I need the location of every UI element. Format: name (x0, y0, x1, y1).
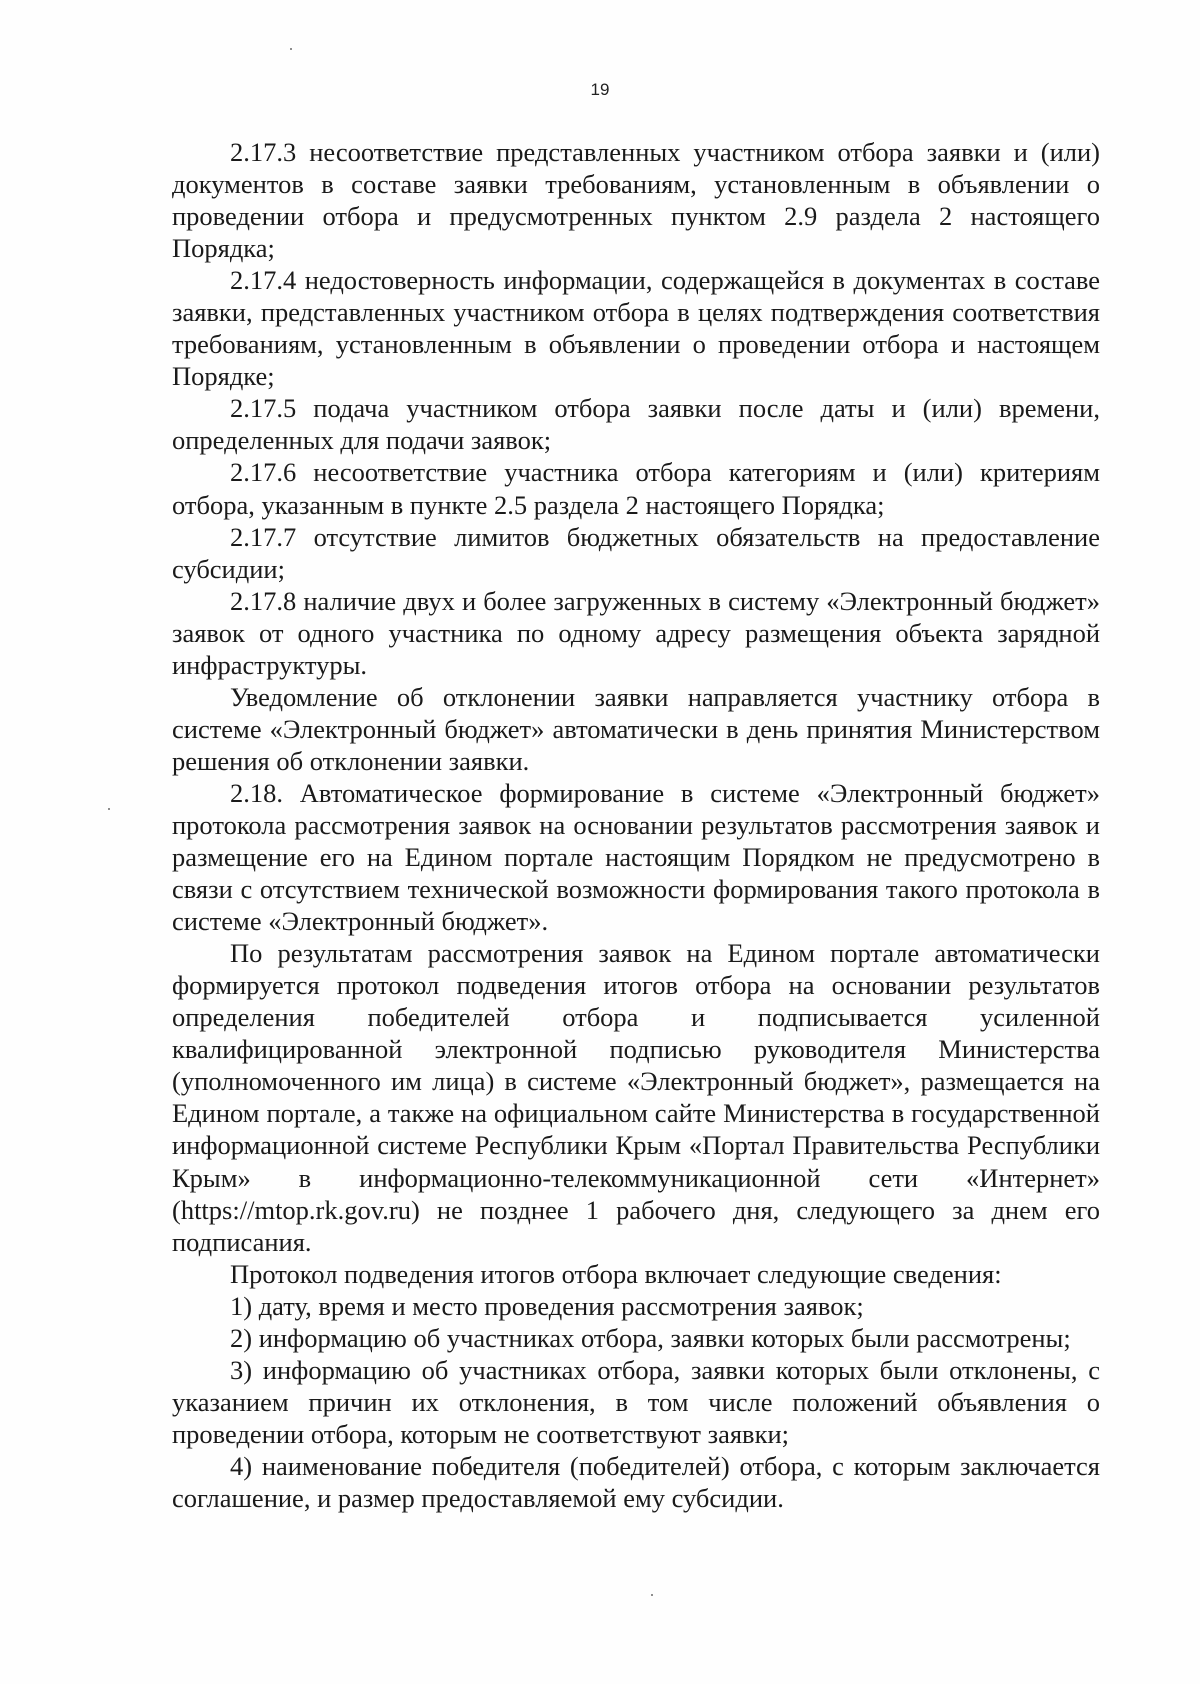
paragraph-2-17-5: 2.17.5 подача участником отбора заявки после даты и (или) времени, определенных для подачи заявок; (172, 393, 1100, 456)
paragraph-results-protocol: По результатам рассмотрения заявок на Едином портале автоматически формируется протокол подведения итогов отбора на основании результатов определения победителей отбора и подписывается усиленной квалифицированной электронной подписью руководителя Министерства (уполномоченного им лица) в системе «Электронный бюджет», размещается на Едином портале, а также на официальном сайте Министерства в государственной информационной системе Республики Крым «Портал Правительства Республики Крым» в информационно-телекоммуникационной сети «Интернет» (https://mtop.rk.gov.ru) не позднее 1 рабочего дня, следующего за днем его подписания. (172, 938, 1100, 1257)
paragraph-2-17-3: 2.17.3 несоответствие представленных участником отбора заявки и (или) документов в составе заявки требованиям, установленным в объявлении о проведении отбора и предусмотренных пунктом 2.9 раздела 2 настоящего Порядка; (172, 137, 1100, 264)
paragraph-2-17-6: 2.17.6 несоответствие участника отбора категориям и (или) критериям отбора, указанным в пункте 2.5 раздела 2 настоящего Порядка; (172, 457, 1100, 520)
list-item-4: 4) наименование победителя (победителей) отбора, с которым заключается соглашение, и размер предоставляемой ему субсидии. (172, 1450, 1100, 1513)
paragraph-2-17-4: 2.17.4 недостоверность информации, содержащейся в документах в составе заявки, представленных участником отбора в целях подтверждения соответствия требованиям, установленным в объявлении о проведении отбора и настоящем Порядке; (172, 265, 1100, 392)
list-item-1: 1) дату, время и место проведения рассмотрения заявок; (230, 1290, 864, 1321)
page-number: 19 (590, 80, 610, 99)
paragraph-rejection-notice: Уведомление об отклонении заявки направляется участнику отбора в системе «Электронный бюджет» автоматически в день принятия Министерством решения об отклонении заявки. (172, 681, 1100, 776)
paragraph-protocol-contents: Протокол подведения итогов отбора включает следующие сведения: (230, 1258, 1002, 1289)
scan-speck (108, 808, 110, 810)
list-item-2: 2) информацию об участниках отбора, заявки которых были рассмотрены; (230, 1322, 1071, 1353)
list-item-3: 3) информацию об участниках отбора, заявки которых были отклонены, с указанием причин их отклонения, в том числе положений объявления о проведении отбора, которым не соответствуют заявки; (172, 1354, 1100, 1449)
paragraph-2-17-7: 2.17.7 отсутствие лимитов бюджетных обязательств на предоставление субсидии; (172, 521, 1100, 584)
paragraph-2-17-8: 2.17.8 наличие двух и более загруженных в систему «Электронный бюджет» заявок от одного участника по одному адресу размещения объекта зарядной инфраструктуры. (172, 585, 1100, 680)
scan-speck (651, 1594, 653, 1596)
document-body (172, 136, 1100, 1514)
scan-speck (290, 48, 292, 50)
paragraph-2-18: 2.18. Автоматическое формирование в системе «Электронный бюджет» протокола рассмотрения заявок на основании результатов рассмотрения заявок и размещение его на Едином портале настоящим Порядком не предусмотрено в связи с отсутствием технической возможности формирования такого протокола в системе «Электронный бюджет». (172, 777, 1100, 937)
